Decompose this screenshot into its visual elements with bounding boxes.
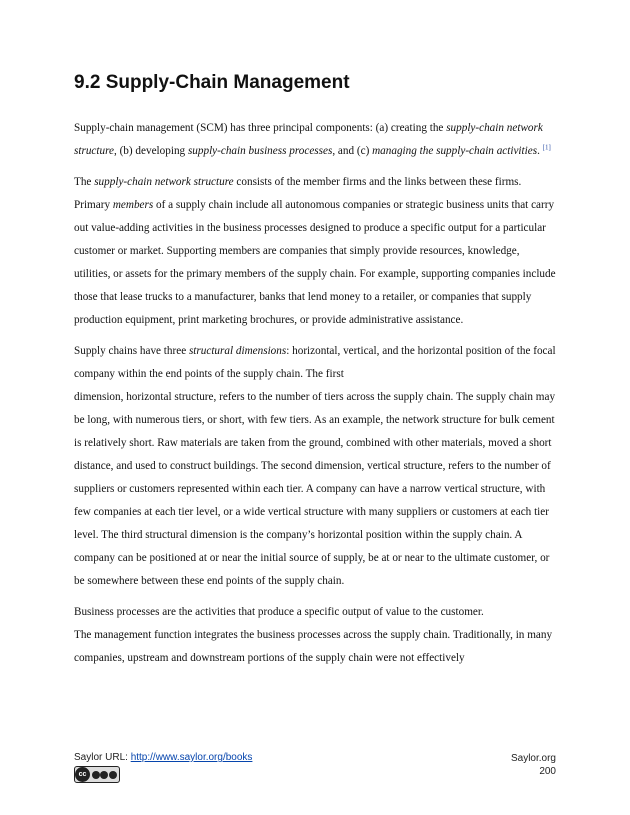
footer-url-link[interactable]: http://www.saylor.org/books bbox=[130, 752, 253, 763]
text: Supply-chain management (SCM) has three principal components: (a) creating the bbox=[74, 122, 447, 134]
emphasis: supply-chain business processes bbox=[187, 145, 333, 157]
footnote-link[interactable]: [1] bbox=[542, 143, 551, 152]
text: dimension, horizontal structure, refers to the number of tiers across the supply chain. The supply chain may be long, with numerous tiers, or short, with few tiers. As an example, the network structure for bulk cement is relatively short. Raw materials are taken from the ground, combined with other materials, moved a short distance, and used to construct buildings. The second dimension, vertical structure, refers to the number of suppliers or customers represented within each tier. A company can have a narrow vertical structure, with few companies at each tier level, or a wide vertical structure with many suppliers or customers at each tier level. The third structural dimension is the company’s horizontal position within the supply chain. A company can be positioned at or near the initial source of supply, be at or near to the ultimate customer, or be somewhere between these end points of the supply chain. bbox=[74, 391, 556, 587]
emphasis: supply-chain network structure bbox=[94, 176, 234, 188]
text: Supply chains have three bbox=[74, 345, 189, 357]
cc-icon: cc bbox=[75, 767, 90, 782]
text: Business processes are the activities that produce a specific output of value to the customer. bbox=[74, 606, 484, 618]
emphasis: members bbox=[112, 199, 154, 211]
page-number: 200 bbox=[539, 766, 556, 777]
text: consists of the member firms and the links between these firms. Primary bbox=[74, 176, 522, 211]
section-heading: 9.2 Supply-Chain Management bbox=[74, 72, 350, 93]
text: . bbox=[537, 145, 540, 157]
text: : horizontal, vertical, and the horizontal position of the focal company within the end points of the supply chain. The first bbox=[74, 345, 556, 380]
emphasis: supply-chain network structure bbox=[74, 122, 543, 157]
paragraph-2 bbox=[74, 171, 556, 332]
emphasis: managing the supply-chain activities bbox=[372, 145, 538, 157]
text: The bbox=[74, 176, 95, 188]
creative-commons-license-icon bbox=[74, 766, 120, 783]
by-icon bbox=[92, 771, 100, 779]
text: The management function integrates the business processes across the supply chain. Traditionally, in many companies, upstream and downstream portions of the supply chain were not effectively bbox=[74, 629, 553, 664]
paragraph-1 bbox=[74, 117, 556, 163]
paragraph-4 bbox=[74, 601, 556, 670]
text: , and (c) bbox=[332, 145, 373, 157]
footer-right bbox=[511, 752, 556, 778]
footer-url-label: Saylor URL: bbox=[74, 752, 131, 763]
footer-site: Saylor.org bbox=[510, 753, 556, 764]
nc-icon bbox=[100, 771, 108, 779]
paragraph-3 bbox=[74, 340, 556, 593]
text: , (b) developing bbox=[113, 145, 188, 157]
footer-url bbox=[74, 752, 252, 763]
emphasis: structural dimensions bbox=[188, 345, 287, 357]
document-body bbox=[74, 117, 556, 670]
sa-icon bbox=[109, 771, 117, 779]
text: of a supply chain include all autonomous companies or strategic business units that carry out value-adding activities in the business processes designed to produce a specific output for a particular customer or market. Supporting members are companies that simply provide resources, knowledge, utilities, or assets for the primary members of the supply chain. For example, supporting companies include those that lease trucks to a manufacturer, banks that lend money to a retailer, or companies that supply production equipment, print marketing brochures, or provide administrative assistance. bbox=[74, 199, 556, 326]
